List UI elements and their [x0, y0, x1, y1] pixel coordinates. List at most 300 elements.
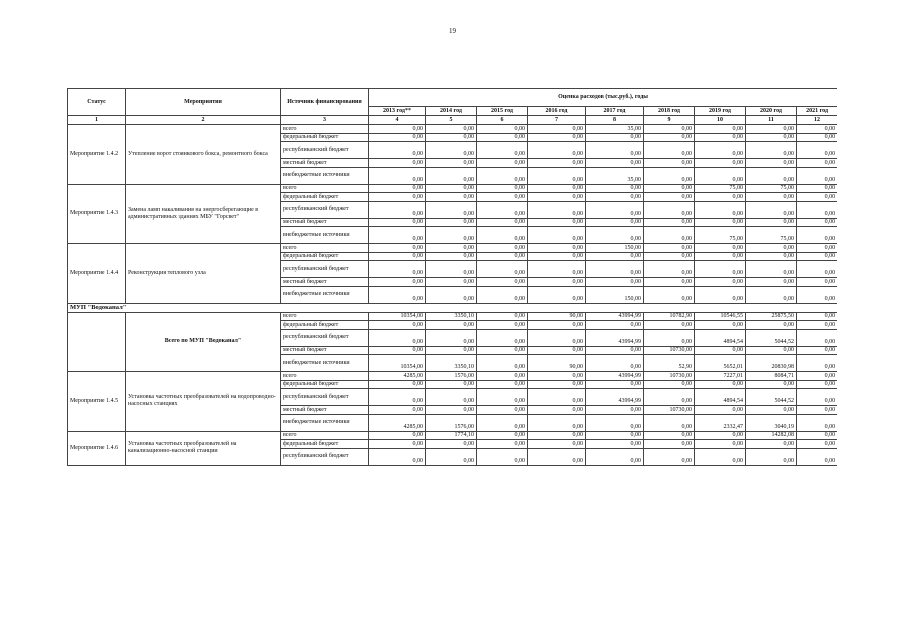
amount-cell: 0,00 [426, 244, 477, 253]
column-number: 12 [797, 116, 838, 125]
amount-cell: 0,00 [797, 125, 838, 134]
amount-cell: 0,00 [695, 286, 746, 303]
amount-cell: 0,00 [746, 193, 797, 202]
header-year: 2013 год** [369, 107, 426, 116]
amount-cell: 0,00 [695, 201, 746, 218]
amount-cell: 0,00 [528, 184, 586, 193]
amount-cell: 0,00 [746, 448, 797, 465]
funding-source: республиканский бюджет [281, 201, 369, 218]
table-viewport [67, 88, 837, 565]
amount-cell: 0,00 [695, 159, 746, 168]
column-number: 6 [477, 116, 528, 125]
amount-cell: 0,00 [746, 406, 797, 415]
amount-cell: 2332,47 [695, 414, 746, 431]
amount-cell: 0,00 [528, 167, 586, 184]
amount-cell: 0,00 [426, 286, 477, 303]
amount-cell: 10546,55 [695, 312, 746, 321]
amount-cell: 0,00 [586, 355, 644, 372]
amount-cell: 0,00 [797, 355, 838, 372]
funding-source: республиканский бюджет [281, 261, 369, 278]
amount-cell: 150,00 [586, 286, 644, 303]
amount-cell: 0,00 [426, 321, 477, 330]
header-cost: Оценка расходов (тыс.руб.), годы [369, 89, 838, 107]
amount-cell: 4285,00 [369, 372, 426, 381]
amount-cell: 0,00 [797, 184, 838, 193]
amount-cell: 0,00 [695, 406, 746, 415]
amount-cell: 0,00 [797, 193, 838, 202]
amount-cell: 0,00 [369, 346, 426, 355]
amount-cell: 0,00 [695, 244, 746, 253]
amount-cell: 0,00 [369, 133, 426, 142]
amount-cell: 0,00 [586, 201, 644, 218]
column-number: 10 [695, 116, 746, 125]
amount-cell: 0,00 [477, 448, 528, 465]
amount-cell: 0,00 [797, 244, 838, 253]
amount-cell: 0,00 [369, 321, 426, 330]
amount-cell: 0,00 [528, 227, 586, 244]
amount-cell: 0,00 [797, 142, 838, 159]
amount-cell: 0,00 [644, 431, 695, 440]
amount-cell: 0,00 [477, 125, 528, 134]
header-year: 2016 год [528, 107, 586, 116]
header-year: 2018 год [644, 107, 695, 116]
amount-cell: 0,00 [695, 431, 746, 440]
amount-cell: 0,00 [369, 159, 426, 168]
amount-cell: 0,00 [644, 261, 695, 278]
amount-cell: 0,00 [586, 380, 644, 389]
amount-cell: 10730,00 [644, 406, 695, 415]
amount-cell: 0,00 [746, 440, 797, 449]
funding-source: внебюджетные источники [281, 286, 369, 303]
amount-cell: 0,00 [426, 406, 477, 415]
amount-cell: 0,00 [746, 321, 797, 330]
amount-cell: 0,00 [746, 142, 797, 159]
amount-cell: 0,00 [797, 440, 838, 449]
funding-source: местный бюджет [281, 159, 369, 168]
funding-source: федеральный бюджет [281, 133, 369, 142]
amount-cell: 0,00 [746, 278, 797, 287]
amount-cell: 0,00 [746, 159, 797, 168]
amount-cell: 35,00 [586, 167, 644, 184]
amount-cell: 0,00 [644, 440, 695, 449]
amount-cell: 0,00 [695, 252, 746, 261]
amount-cell: 0,00 [426, 133, 477, 142]
amount-cell: 0,00 [746, 286, 797, 303]
amount-cell: 0,00 [477, 329, 528, 346]
header-year: 2019 год [695, 107, 746, 116]
amount-cell: 0,00 [797, 252, 838, 261]
amount-cell: 0,00 [797, 167, 838, 184]
amount-cell: 0,00 [426, 278, 477, 287]
amount-cell: 0,00 [477, 252, 528, 261]
amount-cell: 0,00 [695, 133, 746, 142]
column-number: 5 [426, 116, 477, 125]
funding-source: внебюджетные источники [281, 227, 369, 244]
amount-cell: 0,00 [586, 218, 644, 227]
amount-cell: 5044,52 [746, 389, 797, 406]
amount-cell: 0,00 [797, 159, 838, 168]
amount-cell: 10730,00 [644, 346, 695, 355]
amount-cell: 0,00 [369, 406, 426, 415]
amount-cell: 0,00 [477, 193, 528, 202]
funding-source: местный бюджет [281, 406, 369, 415]
amount-cell: 0,00 [746, 133, 797, 142]
funding-source: внебюджетные источники [281, 355, 369, 372]
amount-cell: 0,00 [644, 142, 695, 159]
column-number: 9 [644, 116, 695, 125]
amount-cell: 0,00 [426, 142, 477, 159]
funding-source: всего [281, 184, 369, 193]
amount-cell: 0,00 [695, 346, 746, 355]
amount-cell: 0,00 [586, 142, 644, 159]
amount-cell: 0,00 [644, 329, 695, 346]
header-year: 2021 год [797, 107, 838, 116]
amount-cell: 0,00 [369, 142, 426, 159]
amount-cell: 0,00 [586, 133, 644, 142]
amount-cell: 0,00 [644, 218, 695, 227]
table-row [68, 372, 838, 381]
amount-cell: 20830,98 [746, 355, 797, 372]
event-status: Мероприятие 1.4.3 [68, 184, 126, 244]
header-year: 2017 год [586, 107, 644, 116]
amount-cell: 0,00 [369, 184, 426, 193]
amount-cell: 0,00 [695, 261, 746, 278]
funding-source: местный бюджет [281, 278, 369, 287]
amount-cell: 0,00 [586, 414, 644, 431]
amount-cell: 0,00 [797, 261, 838, 278]
amount-cell: 7227,01 [695, 372, 746, 381]
amount-cell: 0,00 [426, 125, 477, 134]
amount-cell: 0,00 [369, 286, 426, 303]
funding-source: всего [281, 312, 369, 321]
header-year: 2020 год [746, 107, 797, 116]
funding-source: всего [281, 431, 369, 440]
column-number: 4 [369, 116, 426, 125]
amount-cell: 0,00 [695, 380, 746, 389]
amount-cell: 0,00 [477, 414, 528, 431]
table-row [68, 184, 838, 193]
funding-source: федеральный бюджет [281, 440, 369, 449]
amount-cell: 0,00 [477, 406, 528, 415]
header-event: Мероприятия [126, 89, 281, 116]
event-name: Замена ламп накаливания на энергосберегающие в административных зданиях МБУ "Горсвет" [126, 184, 281, 244]
header-year: 2015 год [477, 107, 528, 116]
amount-cell: 0,00 [746, 125, 797, 134]
amount-cell: 10730,00 [644, 372, 695, 381]
amount-cell: 1774,10 [426, 431, 477, 440]
amount-cell: 0,00 [426, 261, 477, 278]
amount-cell: 5044,52 [746, 329, 797, 346]
funding-source: республиканский бюджет [281, 142, 369, 159]
amount-cell: 3350,10 [426, 355, 477, 372]
amount-cell: 4894,54 [695, 389, 746, 406]
funding-source: всего [281, 244, 369, 253]
amount-cell: 0,00 [586, 440, 644, 449]
amount-cell: 0,00 [426, 346, 477, 355]
amount-cell: 10354,00 [369, 355, 426, 372]
amount-cell: 8084,71 [746, 372, 797, 381]
column-number: 1 [68, 116, 126, 125]
amount-cell: 0,00 [644, 278, 695, 287]
amount-cell: 0,00 [477, 218, 528, 227]
amount-cell: 0,00 [477, 227, 528, 244]
amount-cell: 0,00 [477, 355, 528, 372]
amount-cell: 1576,00 [426, 372, 477, 381]
amount-cell: 0,00 [644, 321, 695, 330]
header-source: Источник финансирования [281, 89, 369, 116]
amount-cell: 0,00 [644, 227, 695, 244]
amount-cell: 1576,00 [426, 414, 477, 431]
amount-cell: 0,00 [644, 380, 695, 389]
funding-source: республиканский бюджет [281, 448, 369, 465]
amount-cell: 0,00 [426, 252, 477, 261]
amount-cell: 0,00 [477, 321, 528, 330]
amount-cell: 0,00 [477, 372, 528, 381]
amount-cell: 0,00 [426, 380, 477, 389]
amount-cell: 0,00 [695, 125, 746, 134]
amount-cell: 0,00 [797, 346, 838, 355]
amount-cell: 0,00 [477, 286, 528, 303]
amount-cell: 0,00 [797, 201, 838, 218]
amount-cell: 0,00 [797, 227, 838, 244]
amount-cell: 0,00 [695, 278, 746, 287]
amount-cell: 0,00 [528, 159, 586, 168]
amount-cell: 0,00 [369, 329, 426, 346]
amount-cell: 0,00 [369, 244, 426, 253]
amount-cell: 0,00 [695, 193, 746, 202]
amount-cell: 0,00 [426, 440, 477, 449]
amount-cell: 0,00 [369, 278, 426, 287]
amount-cell: 0,00 [797, 321, 838, 330]
table-row [68, 244, 838, 253]
cost-table [67, 88, 837, 466]
amount-cell: 0,00 [695, 321, 746, 330]
amount-cell: 0,00 [644, 193, 695, 202]
amount-cell: 0,00 [528, 414, 586, 431]
amount-cell: 0,00 [426, 201, 477, 218]
amount-cell: 0,00 [528, 252, 586, 261]
amount-cell: 90,00 [528, 355, 586, 372]
funding-source: федеральный бюджет [281, 380, 369, 389]
amount-cell: 0,00 [426, 448, 477, 465]
amount-cell: 0,00 [477, 346, 528, 355]
amount-cell: 0,00 [586, 346, 644, 355]
amount-cell: 0,00 [528, 440, 586, 449]
amount-cell: 0,00 [797, 133, 838, 142]
amount-cell: 43994,99 [586, 389, 644, 406]
amount-cell: 0,00 [586, 252, 644, 261]
event-name: Установка частотных преобразователей на канализационно-насосной станции [126, 431, 281, 465]
amount-cell: 0,00 [528, 380, 586, 389]
funding-source: всего [281, 125, 369, 134]
amount-cell: 0,00 [528, 389, 586, 406]
amount-cell: 0,00 [797, 278, 838, 287]
section-title: МУП "Водоканал" [68, 303, 838, 312]
header-year: 2014 год [426, 107, 477, 116]
amount-cell: 0,00 [426, 329, 477, 346]
amount-cell: 0,00 [586, 448, 644, 465]
amount-cell: 0,00 [477, 184, 528, 193]
amount-cell: 0,00 [746, 346, 797, 355]
amount-cell: 4894,54 [695, 329, 746, 346]
header-status: Статус [68, 89, 126, 116]
column-number: 11 [746, 116, 797, 125]
amount-cell: 0,00 [586, 278, 644, 287]
funding-source: федеральный бюджет [281, 193, 369, 202]
amount-cell: 0,00 [797, 389, 838, 406]
amount-cell: 0,00 [528, 218, 586, 227]
amount-cell: 0,00 [528, 261, 586, 278]
amount-cell: 0,00 [797, 218, 838, 227]
column-number: 3 [281, 116, 369, 125]
amount-cell: 0,00 [369, 431, 426, 440]
amount-cell: 0,00 [746, 201, 797, 218]
funding-source: республиканский бюджет [281, 389, 369, 406]
amount-cell: 0,00 [797, 372, 838, 381]
amount-cell: 0,00 [586, 321, 644, 330]
event-status: Мероприятие 1.4.6 [68, 431, 126, 465]
table-row [68, 125, 838, 134]
amount-cell: 75,00 [695, 227, 746, 244]
amount-cell: 0,00 [426, 389, 477, 406]
amount-cell: 0,00 [426, 167, 477, 184]
funding-source: местный бюджет [281, 346, 369, 355]
amount-cell: 0,00 [644, 167, 695, 184]
amount-cell: 0,00 [586, 261, 644, 278]
amount-cell: 0,00 [695, 142, 746, 159]
table-row [68, 312, 838, 321]
event-name: Установка частотных преобразователей на водопроводно-насосных станциях [126, 372, 281, 432]
amount-cell: 0,00 [746, 218, 797, 227]
amount-cell: 0,00 [369, 389, 426, 406]
column-number: 7 [528, 116, 586, 125]
amount-cell: 0,00 [797, 329, 838, 346]
amount-cell: 14282,08 [746, 431, 797, 440]
amount-cell: 0,00 [528, 329, 586, 346]
section-row [68, 303, 838, 312]
amount-cell: 0,00 [644, 286, 695, 303]
amount-cell: 0,00 [426, 227, 477, 244]
amount-cell: 150,00 [586, 244, 644, 253]
amount-cell: 0,00 [644, 252, 695, 261]
amount-cell: 0,00 [797, 431, 838, 440]
column-number: 8 [586, 116, 644, 125]
table-body [68, 125, 838, 466]
amount-cell: 0,00 [797, 312, 838, 321]
amount-cell: 0,00 [797, 406, 838, 415]
amount-cell: 0,00 [477, 380, 528, 389]
table-row [68, 431, 838, 440]
amount-cell: 25875,50 [746, 312, 797, 321]
amount-cell: 0,00 [797, 414, 838, 431]
event-status: Мероприятие 1.4.2 [68, 125, 126, 185]
amount-cell: 0,00 [369, 125, 426, 134]
funding-source: внебюджетные источники [281, 414, 369, 431]
amount-cell: 10782,90 [644, 312, 695, 321]
page-number: 19 [449, 27, 456, 35]
amount-cell: 0,00 [797, 286, 838, 303]
event-name: Всего по МУП "Водоканал" [126, 312, 281, 372]
amount-cell: 0,00 [797, 448, 838, 465]
amount-cell: 3350,10 [426, 312, 477, 321]
amount-cell: 5652,01 [695, 355, 746, 372]
amount-cell: 0,00 [477, 142, 528, 159]
amount-cell: 0,00 [426, 218, 477, 227]
amount-cell: 0,00 [369, 167, 426, 184]
amount-cell: 10354,00 [369, 312, 426, 321]
amount-cell: 0,00 [644, 184, 695, 193]
funding-source: внебюджетные источники [281, 167, 369, 184]
amount-cell: 0,00 [644, 133, 695, 142]
amount-cell: 0,00 [477, 244, 528, 253]
event-status: Мероприятие 1.4.5 [68, 372, 126, 432]
amount-cell: 0,00 [369, 227, 426, 244]
amount-cell: 0,00 [477, 201, 528, 218]
column-number: 2 [126, 116, 281, 125]
amount-cell: 0,00 [477, 133, 528, 142]
amount-cell: 0,00 [528, 406, 586, 415]
amount-cell: 0,00 [369, 201, 426, 218]
amount-cell: 0,00 [528, 201, 586, 218]
amount-cell: 0,00 [528, 321, 586, 330]
amount-cell: 0,00 [695, 448, 746, 465]
amount-cell: 0,00 [477, 312, 528, 321]
amount-cell: 43994,99 [586, 329, 644, 346]
amount-cell: 0,00 [586, 193, 644, 202]
amount-cell: 0,00 [477, 431, 528, 440]
funding-source: федеральный бюджет [281, 252, 369, 261]
funding-source: всего [281, 372, 369, 381]
amount-cell: 0,00 [586, 431, 644, 440]
amount-cell: 43994,99 [586, 312, 644, 321]
amount-cell: 75,00 [695, 184, 746, 193]
amount-cell: 4285,00 [369, 414, 426, 431]
amount-cell: 0,00 [369, 448, 426, 465]
funding-source: местный бюджет [281, 218, 369, 227]
amount-cell: 0,00 [426, 193, 477, 202]
amount-cell: 0,00 [426, 159, 477, 168]
amount-cell: 0,00 [528, 448, 586, 465]
amount-cell: 43994,99 [586, 372, 644, 381]
amount-cell: 0,00 [528, 278, 586, 287]
amount-cell: 0,00 [477, 159, 528, 168]
amount-cell: 0,00 [586, 227, 644, 244]
amount-cell: 0,00 [644, 244, 695, 253]
event-status [68, 312, 126, 372]
amount-cell: 0,00 [746, 252, 797, 261]
amount-cell: 0,00 [644, 389, 695, 406]
amount-cell: 0,00 [528, 193, 586, 202]
event-name: Утепление ворот стоянкового бокса, ремонтного бокса [126, 125, 281, 185]
amount-cell: 0,00 [644, 414, 695, 431]
funding-source: федеральный бюджет [281, 321, 369, 330]
amount-cell: 0,00 [528, 133, 586, 142]
amount-cell: 0,00 [746, 167, 797, 184]
amount-cell: 52,90 [644, 355, 695, 372]
event-status: Мероприятие 1.4.4 [68, 244, 126, 304]
amount-cell: 0,00 [695, 440, 746, 449]
funding-source: республиканский бюджет [281, 329, 369, 346]
amount-cell: 0,00 [426, 184, 477, 193]
amount-cell: 0,00 [477, 261, 528, 278]
amount-cell: 0,00 [369, 218, 426, 227]
amount-cell: 0,00 [369, 440, 426, 449]
amount-cell: 0,00 [746, 380, 797, 389]
amount-cell: 0,00 [586, 159, 644, 168]
amount-cell: 0,00 [369, 252, 426, 261]
amount-cell: 0,00 [797, 380, 838, 389]
amount-cell: 0,00 [644, 448, 695, 465]
